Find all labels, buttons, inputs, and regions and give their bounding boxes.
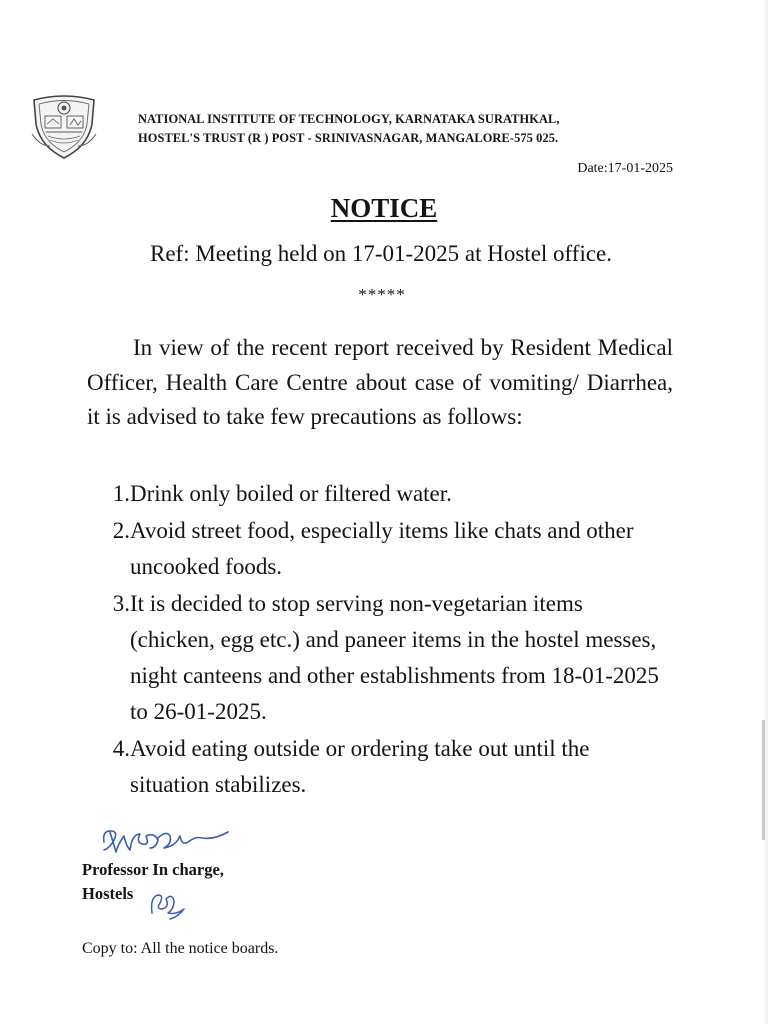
list-item-number: 2. [112,518,130,543]
list-item-number: 3. [112,591,130,616]
list-item-text: Avoid eating outside or ordering take out until the situation stabilizes. [130,736,590,797]
list-item [87,731,673,803]
initials-icon [146,887,194,921]
list-item [87,476,673,512]
signatory-title: Professor In charge, [82,860,224,879]
list-item-number: 4. [112,736,130,761]
list-item [87,513,673,585]
reference-line: Ref: Meeting held on 17-01-2025 at Hostel office. [149,241,613,266]
notice-body: In view of the recent report received by Resident Medical Officer, Health Care Centre about case of vomiting/ Diarrhea, it is advised to take few precautions as follows: [87,335,673,429]
header-line-2: HOSTEL'S TRUST (R ) POST - SRINIVASNAGAR, MANGALORE-575 025. [138,131,559,145]
notice-date: Date:17-01-2025 [577,161,673,176]
page-edge-shadow [762,0,768,1024]
copy-to-line: Copy to: All the notice boards. [82,940,279,957]
signature-icon [96,822,236,858]
list-item [87,586,673,730]
institution-header [138,110,698,148]
notice-title: NOTICE [330,193,438,223]
list-item-text: It is decided to stop serving non-vegetarian items (chicken, egg etc.) and paneer items in the hostel messes, night canteens and other establishments from 18-01-2025 to 26-01-2025. [130,591,659,724]
signatory-office: Hostels [82,884,134,903]
precautions-list [87,476,673,804]
header-line-1: NATIONAL INSTITUTE OF TECHNOLOGY, KARNATAKA SURATHKAL, [138,112,560,126]
list-item-text: Drink only boiled or filtered water. [130,481,452,506]
list-item-number: 1. [112,481,130,506]
list-item-text: Avoid street food, especially items like chats and other uncooked foods. [130,518,634,579]
institute-crest-icon [30,94,98,160]
scan-edge-mark [762,720,765,840]
separator-stars: ***** [358,285,406,304]
